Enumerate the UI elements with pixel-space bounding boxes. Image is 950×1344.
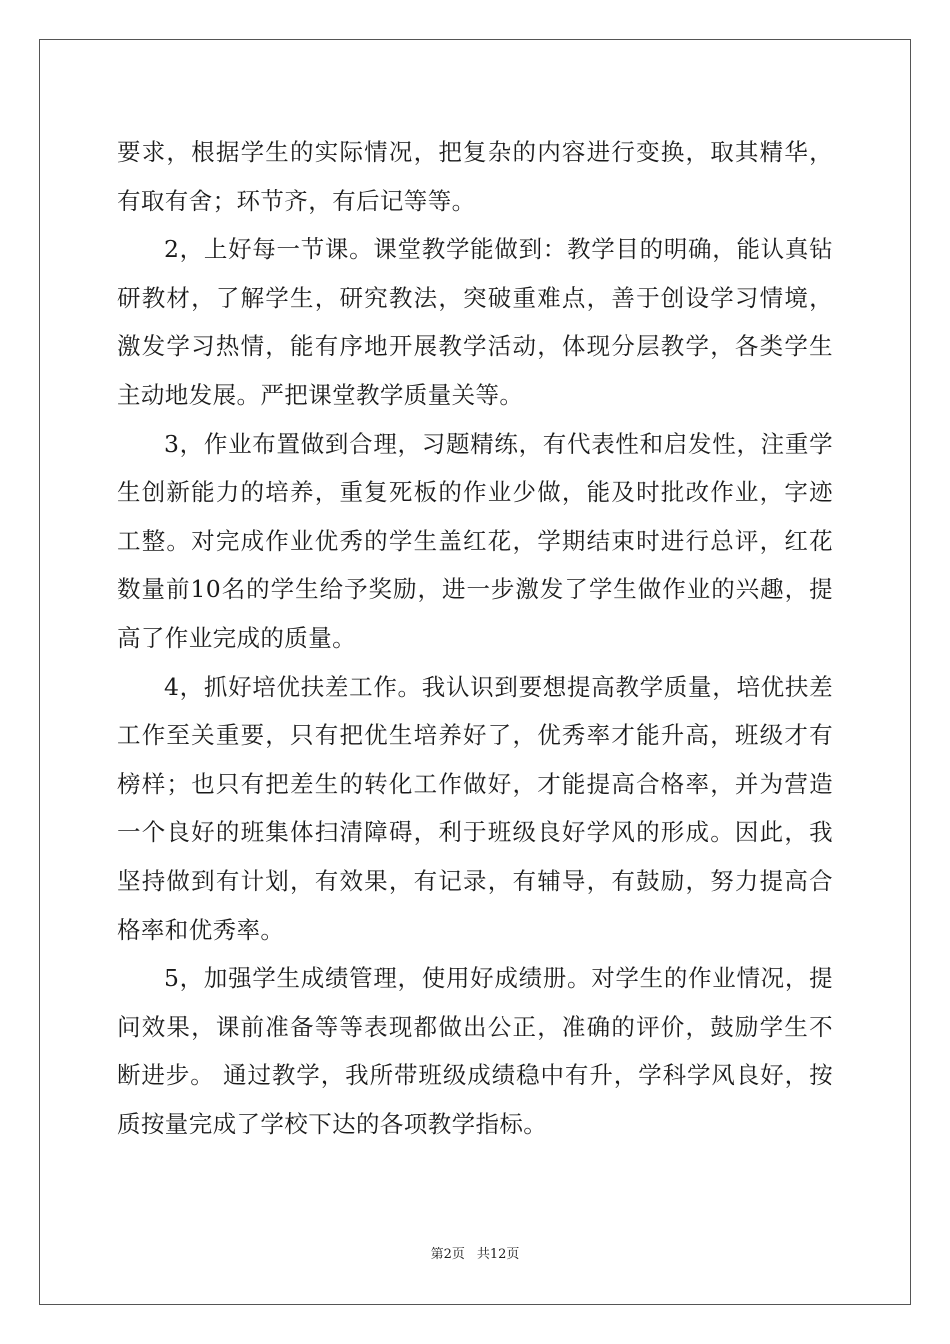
paragraph-continuation: 要求，根据学生的实际情况，把复杂的内容进行变换，取其精华，有取有舍；环节齐，有后记等等。 <box>117 138 833 215</box>
paragraph-item-5: 5，加强学生成绩管理，使用好成绩册。对学生的作业情况，提问效果，课前准备等等表现都做出公正，准确的评价，鼓励学生不断进步。 通过教学，我所带班级成绩稳中有升，学科学风良好，按质按量完成了学校下达的各项教学指标。 <box>117 964 833 1138</box>
page-total: 共12页 <box>476 1247 520 1262</box>
paragraph-item-4: 4，抓好培优扶差工作。我认识到要想提高教学质量，培优扶差工作至关重要，只有把优生培养好了，优秀率才能升高，班级才有榜样；也只有把差生的转化工作做好，才能提高合格率，并为营造一个良好的班集体扫清障碍，利于班级良好学风的形成。因此，我坚持做到有计划，有效果，有记录，有辅导，有鼓励，努力提高合格率和优秀率。 <box>117 672 833 944</box>
page-number: 第2页 <box>430 1247 465 1262</box>
page-footer <box>0 1246 950 1264</box>
document-body <box>117 128 833 1148</box>
paragraph-item-3: 3，作业布置做到合理，习题精练，有代表性和启发性，注重学生创新能力的培养，重复死板的作业少做，能及时批改作业，字迹工整。对完成作业优秀的学生盖红花，学期结束时进行总评，红花数量前10名的学生给予奖励，进一步激发了学生做作业的兴趣，提高了作业完成的质量。 <box>117 429 833 652</box>
paragraph-item-2: 2，上好每一节课。课堂教学能做到：教学目的明确，能认真钻研教材，了解学生，研究教法，突破重难点，善于创设学习情境，激发学习热情，能有序地开展教学活动，体现分层教学，各类学生主动地发展。严把课堂教学质量关等。 <box>117 235 833 409</box>
